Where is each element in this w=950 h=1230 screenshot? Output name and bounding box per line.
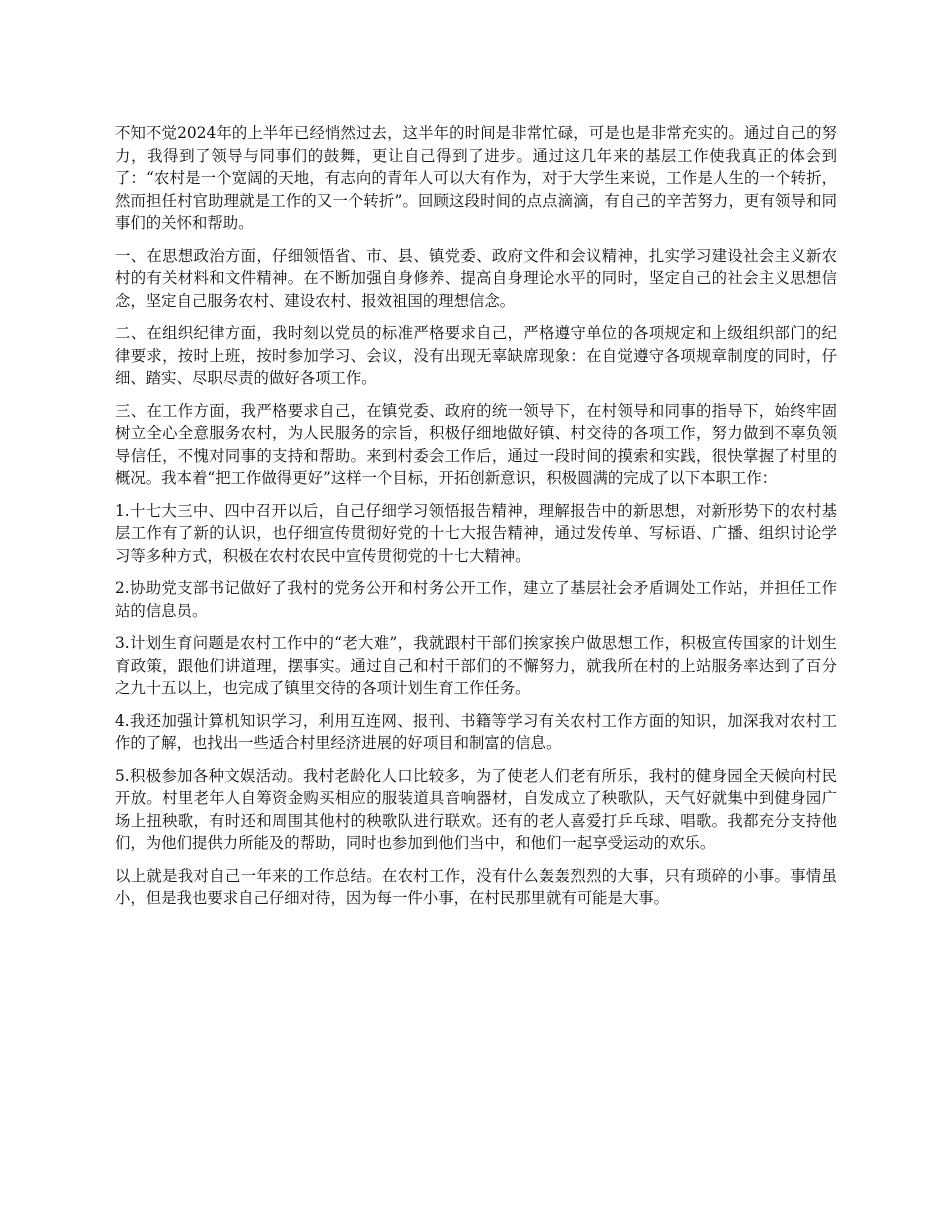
work-item-4: 4.我还加强计算机知识学习，利用互连网、报刊、书籍等学习有关农村工作方面的知识，加深我对农村工作的了解，也找出一些适合村里经济进展的好项目和制富的信息。	[115, 711, 837, 752]
work-item-5: 5.积极参加各种文娱活动。我村老龄化人口比较多，为了使老人们老有所乐，我村的健身园全天候向村民开放。村里老年人自筹资金购买相应的服装道具音响器材，自发成立了秧歌队，天气好就集中到健身园广场上扭秧歌，有时还和周围其他村的秧歌队进行联欢。还有的老人喜爱打乒乓球、唱歌。我都充分支持他们，为他们提供力所能及的帮助，同时也参加到他们当中，和他们一起享受运动的欢乐。	[115, 766, 837, 852]
work-item-3: 3.计划生育问题是农村工作中的“老大难”，我就跟村干部们挨家挨户做思想工作，积极宣传国家的计划生育政策，跟他们讲道理，摆事实。通过自己和村干部们的不懈努力，就我所在村的上站服务率达到了百分之九十五以上，也完成了镇里交待的各项计划生育工作任务。	[115, 634, 837, 697]
political-paragraph: 一、在思想政治方面，仔细领悟省、市、县、镇党委、政府文件和会议精神，扎实学习建设社会主义新农村的有关材料和文件精神。在不断加强自身修养、提高自身理论水平的同时，坚定自己的社会主义思想信念，坚定自己服务农村、建设农村、报效祖国的理想信念。	[115, 246, 837, 310]
intro-paragraph: 不知不觉2024年的上半年已经悄然过去，这半年的时间是非常忙碌，可是也是非常充实的。通过自己的努力，我得到了领导与同事们的鼓舞，更让自己得到了进步。通过这几年来的基层工作使我真正的体会到了：“农村是一个宽阔的天地，有志向的青年人可以大有作为，对于大学生来说，工作是人生的一个转折，然而担任村官助理就是工作的又一个转折”。回顾这段时间的点点滴滴，有自己的辛苦努力，更有领导和同事们的关怀和帮助。	[115, 124, 837, 232]
discipline-paragraph: 二、在组织纪律方面，我时刻以党员的标准严格要求自己，严格遵守单位的各项规定和上级组织部门的纪律要求，按时上班，按时参加学习、会议，没有出现无辜缺席现象：在自觉遵守各项规章制度的同时，仔细、踏实、尽职尽责的做好各项工作。	[115, 324, 837, 387]
conclusion-paragraph: 以上就是我对自己一年来的工作总结。在农村工作，没有什么轰轰烈烈的大事，只有琐碎的小事。事情虽小，但是我也要求自己仔细对待，因为每一件小事，在村民那里就有可能是大事。	[115, 866, 837, 907]
work-item-2: 2.协助党支部书记做好了我村的党务公开和村务公开工作，建立了基层社会矛盾调处工作站，并担任工作站的信息员。	[115, 579, 837, 620]
document-body	[115, 122, 837, 920]
work-paragraph: 三、在工作方面，我严格要求自己，在镇党委、政府的统一领导下，在村领导和同事的指导下，始终牢固树立全心全意服务农村，为人民服务的宗旨，积极仔细地做好镇、村交待的各项工作，努力做到不辜负领导信任，不愧对同事的支持和帮助。来到村委会工作后，通过一段时间的摸索和实践，很快掌握了村里的概况。我本着“把工作做得更好”这样一个目标，开拓创新意识，积极圆满的完成了以下本职工作：	[115, 401, 837, 487]
work-item-1: 1.十七大三中、四中召开以后，自己仔细学习领悟报告精神，理解报告中的新思想，对新形势下的农村基层工作有了新的认识，也仔细宣传贯彻好党的十七大报告精神，通过发传单、写标语、广播、组织讨论学习等多种方式，积极在农村农民中宣传贯彻党的十七大精神。	[115, 501, 837, 565]
